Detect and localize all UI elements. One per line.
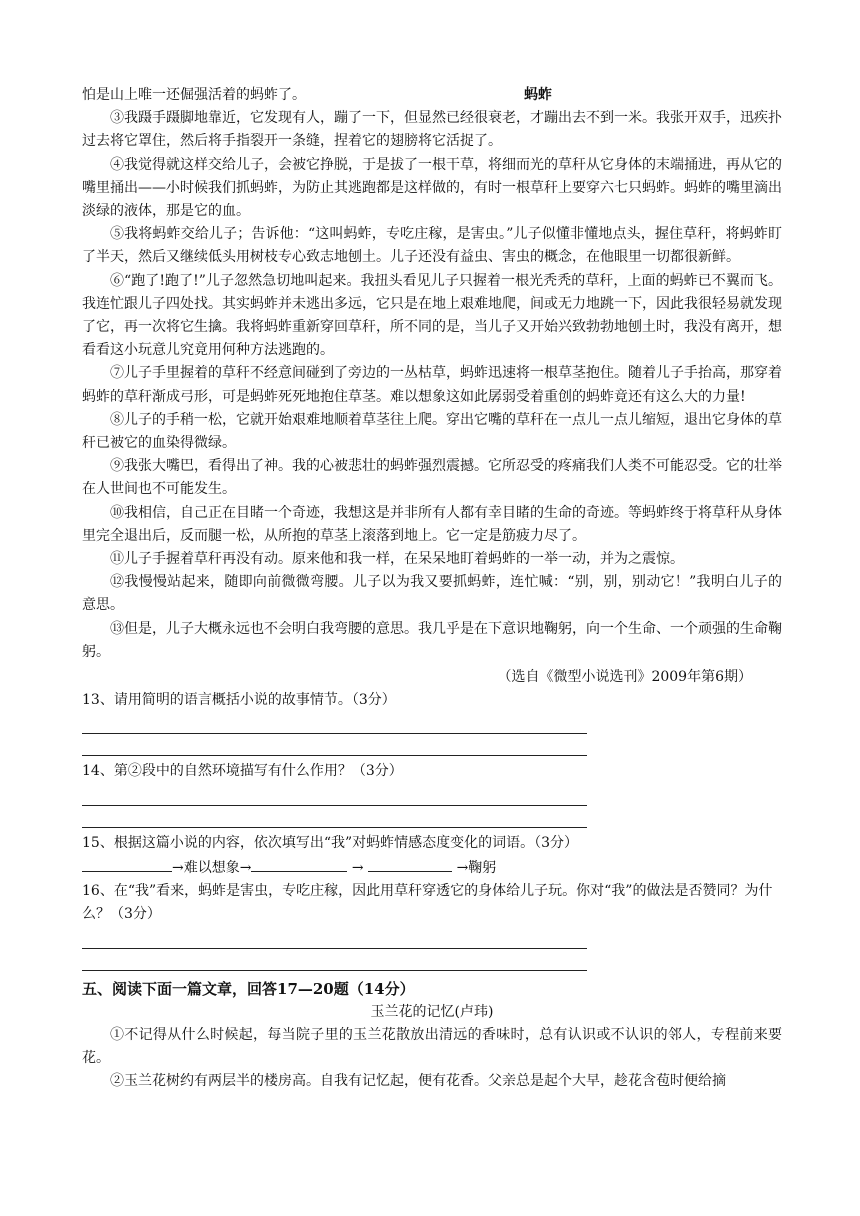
paragraph-10: ⑩我相信，自己正在目睹一个奇迹，我想这是并非所有人都有幸目睹的生命的奇迹。等蚂蚱终于将草秆从身体里完全退出后，反而腿一松，从所抱的草茎上滚落到地上。它一定是筋疲力尽了。 — [82, 504, 782, 544]
story-title: 蚂蚱 — [524, 87, 552, 103]
exam-page — [82, 84, 782, 1093]
blank-3[interactable] — [368, 855, 452, 872]
question-15-blanks — [82, 855, 782, 880]
story-text-line — [82, 84, 782, 107]
answer-line[interactable] — [82, 712, 587, 734]
arrow-text: →鞠躬 — [456, 859, 497, 876]
question-15: 15、根据这篇小说的内容，依次填写出“我”对蚂蚱情感态度变化的词语。（3分） — [82, 834, 579, 851]
paragraph-9: ⑨我张大嘴巴，看得出了神。我的心被悲壮的蚂蚱强烈震撼。它所忍受的疼痛我们人类不可能忍受。它的壮举在人世间也不可能发生。 — [82, 458, 782, 498]
article-title: 玉兰花的记忆(卢玮) — [370, 1003, 494, 1020]
paragraph-5: ⑤我将蚂蚱交给儿子；告诉他：“这叫蚂蚱，专吃庄稼，是害虫。”儿子似懂非懂地点头，握住草秆，将蚂蚱盯了半天，然后又继续低头用树枝专心致志地刨土。儿子还没有益虫、害虫的概念，在他眼里一切都很新鲜。 — [82, 226, 782, 266]
paragraph-13: ⑬但是，儿子大概永远也不会明白我弯腰的意思。我几乎是在下意识地鞠躬，向一个生命、一个顽强的生命鞠躬。 — [82, 620, 782, 660]
source-citation: （选自《微型小说选刊》2009年第6期） — [497, 669, 752, 686]
question-14: 14、第②段中的自然环境描写有什么作用？（3分） — [82, 763, 403, 780]
answer-line[interactable] — [82, 734, 587, 756]
arrow-text: → — [351, 859, 364, 876]
question-13: 13、请用简明的语言概括小说的故事情节。（3分） — [82, 692, 396, 709]
section-5-heading: 五、阅读下面一篇文章，回答17—20题（14分） — [82, 979, 415, 998]
paragraph-8: ⑧儿子的手稍一松，它就开始艰难地顺着草茎往上爬。穿出它嘴的草秆在一点儿一点儿缩短，退出它身体的草秆已被它的血染得微绿。 — [82, 411, 782, 452]
paragraph-11: ⑪儿子手握着草秆再没有动。原来他和我一样，在呆呆地盯着蚂蚱的一举一动，并为之震惊。 — [110, 551, 684, 568]
blank-2[interactable] — [251, 855, 347, 872]
article-paragraph-1: ①不记得从什么时候起，每当院子里的玉兰花散放出清远的香味时，总有认识或不认识的邻人，专程前来要花。 — [82, 1026, 782, 1066]
story-fragment: 怕是山上唯一还倔强活着的蚂蚱了。 — [82, 87, 306, 103]
answer-line[interactable] — [82, 806, 587, 828]
paragraph-7: ⑦儿子手里握着的草秆不经意间碰到了旁边的一丛枯草，蚂蚱迅速将一根草茎抱住。随着儿子手抬高，那穿着蚂蚱的草秆渐成弓形，可是蚂蚱死死地抱住草茎。难以想象这如此孱弱受着重创的蚂蚱竟还有这么大的力量! — [82, 365, 782, 405]
paragraph-6: ⑥“跑了!跑了!”儿子忽然急切地叫起来。我扭头看见儿子只握着一根光秃秃的草秆，上面的蚂蚱已不翼而飞。我连忙跟儿子四处找。其实蚂蚱并未逃出多远，它只是在地上艰难地爬，间或无力地跳一下，因此我很轻易就发现了它，再一次将它生擒。我将蚂蚱重新穿回草秆，所不同的是，当儿子又开始兴致勃勃地刨土时，我没有离开，想看看这小玩意儿究竟用何种方法逃跑的。 — [82, 272, 782, 359]
answer-line[interactable] — [82, 927, 587, 949]
question-16: 16、在“我”看来，蚂蚱是害虫，专吃庄稼，因此用草秆穿透它的身体给儿子玩。你对“我”的做法是否赞同？为什么？（3分） — [82, 883, 773, 923]
article-paragraph-2: ②玉兰花树约有两层半的楼房高。自我有记忆起，便有花香。父亲总是起个大早，趁花含苞时便给摘 — [110, 1072, 726, 1089]
paragraph-4: ④我觉得就这样交给儿子，会被它挣脱，于是拔了一根干草，将细而光的草秆从它身体的末端捅进，再从它的嘴里捅出——小时候我们抓蚂蚱，为防止其逃跑都是这样做的，有时一根草秆上要穿六七只蚂蚱。蚂蚱的嘴里滴出淡绿的液体，那是它的血。 — [82, 156, 782, 220]
arrow-text: →难以想象→ — [172, 859, 252, 876]
blank-1[interactable] — [82, 855, 172, 872]
paragraph-3: ③我蹑手蹑脚地靠近，它发现有人，蹦了一下，但显然已经很衰老，才蹦出去不到一米。我张开双手，迅疾扑过去将它罩住，然后将手指裂开一条缝，捏着它的翅膀将它活捉了。 — [82, 110, 782, 150]
paragraph-12: ⑫我慢慢站起来，随即向前微微弯腰。儿子以为我又要抓蚂蚱，连忙喊：“别，别，别动它！”我明白儿子的意思。 — [82, 574, 782, 614]
answer-line[interactable] — [82, 949, 587, 971]
answer-line[interactable] — [82, 784, 587, 806]
